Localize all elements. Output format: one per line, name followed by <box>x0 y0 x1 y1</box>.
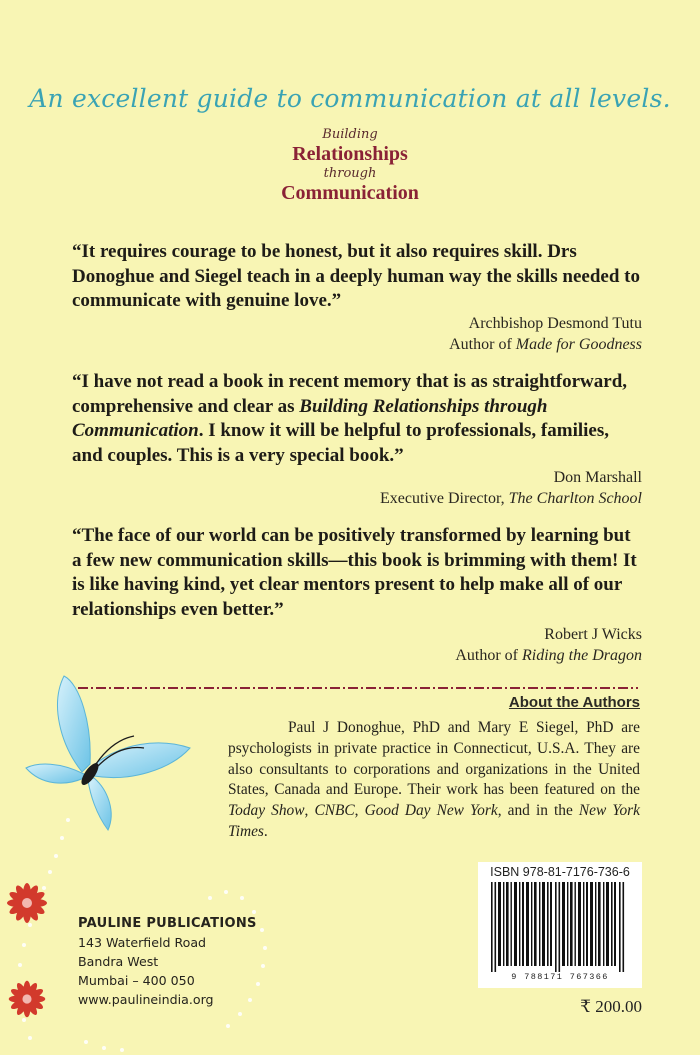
tagline: An excellent guide to communication at all levels. <box>29 84 671 113</box>
barcode-number: 9 788171 767366 <box>511 972 609 982</box>
barcode-icon <box>487 882 633 972</box>
title-line-communication: Communication <box>281 182 419 204</box>
endorser-name: Archbishop Desmond Tutu <box>468 315 642 332</box>
endorsement-quote-1: “It requires courage to be honest, but it also requires skill. Drs Donoghue and Siegel teach in a deeply human way the skills needed to communicate with genuine love.” <box>72 241 640 311</box>
publisher-name: PAULINE PUBLICATIONS <box>78 916 257 931</box>
flower-icon <box>6 978 48 1020</box>
publisher-address-line: Mumbai – 400 050 <box>78 973 195 988</box>
isbn-label: ISBN 978-81-7176-736-6 <box>490 865 630 879</box>
about-authors-heading: About the Authors <box>508 694 640 711</box>
about-authors-text: Paul J Donoghue, PhD and Mary E Siegel, PhD are psychologists in private practice in Connecticut, U.S.A. They are also consultants to corporations and organizations in the United States, Canada and Europe. Their work has been featured on the Today Show, CNBC, Good Day New York, and in the New York Times. <box>228 719 640 840</box>
endorsement-quote-2: “I have not read a book in recent memory that is as straightforward, comprehensive and clear as Building Relationships through Communication. I know it will be helpful to professionals, families, and couples. This is a very special book.” <box>72 371 628 466</box>
title-line-building: Building <box>322 127 378 142</box>
publisher-website: www.paulineindia.org <box>78 992 214 1007</box>
butterfly-illustration <box>20 664 200 834</box>
endorser-name: Robert J Wicks <box>544 626 642 643</box>
price-label: ₹ 200.00 <box>580 997 642 1016</box>
barcode-box <box>478 862 642 988</box>
title-line-through: through <box>323 166 377 181</box>
endorsement-quote-3: “The face of our world can be positively transformed by learning but a few new communication skills—this book is brimming with them! It is like having kind, yet clear mentors present to help make all of our relationships even better.” <box>72 525 637 620</box>
title-line-relationships: Relationships <box>292 143 408 165</box>
publisher-address-line: 143 Waterfield Road <box>78 935 207 950</box>
endorser-role: Author of Riding the Dragon <box>455 647 642 664</box>
endorser-name: Don Marshall <box>553 469 642 486</box>
endorser-role: Executive Director, The Charlton School <box>380 490 642 507</box>
publisher-address-line: Bandra West <box>78 954 159 969</box>
publisher-info <box>78 914 257 1009</box>
endorser-role: Author of Made for Goodness <box>449 336 642 353</box>
flower-icon <box>4 880 50 926</box>
